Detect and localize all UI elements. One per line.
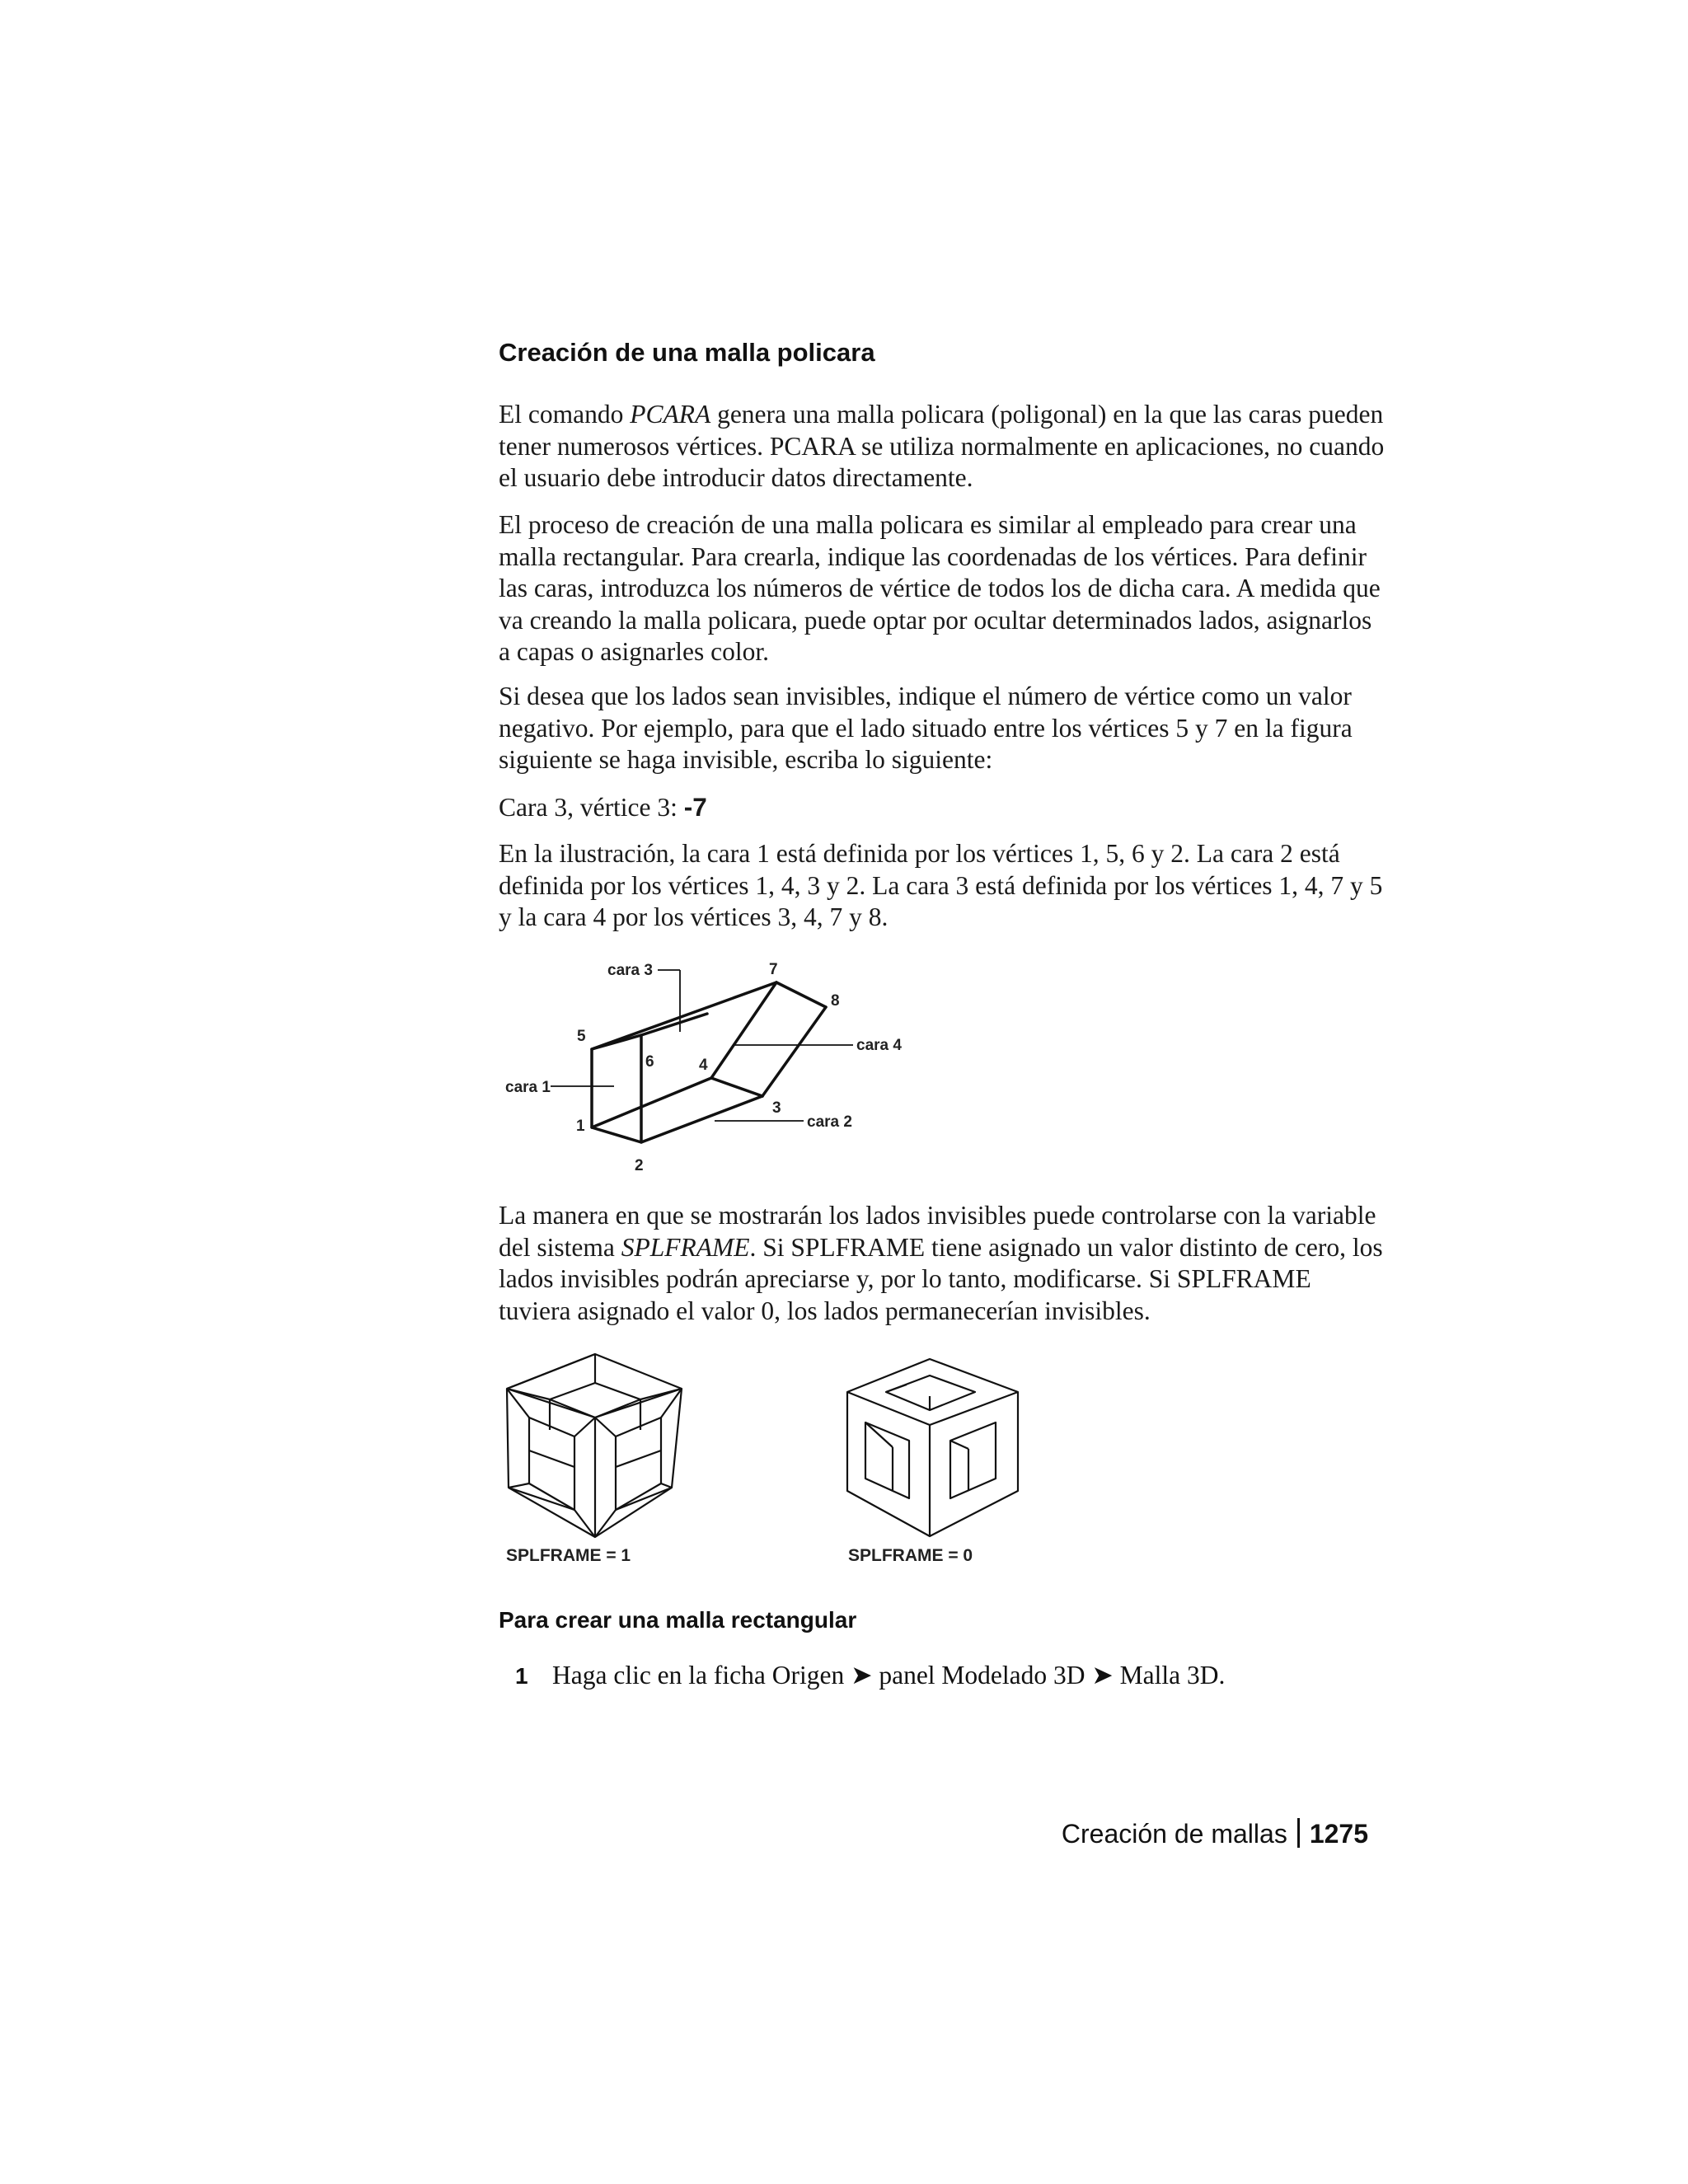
chapter-title: Creación de mallas: [1061, 1819, 1287, 1849]
edge-4-3: [711, 1078, 762, 1096]
footer-separator: [1297, 1818, 1300, 1848]
paragraph-example: [499, 791, 1389, 824]
label-cara-4: cara 4: [856, 1037, 902, 1054]
label-cara-2: cara 2: [807, 1113, 852, 1131]
example-value: -7: [683, 792, 707, 822]
label-vertex-1: 1: [576, 1118, 585, 1135]
caption-splframe-0: SPLFRAME = 0: [848, 1546, 973, 1565]
paragraph-text: genera una malla policara (poligonal) en la que las caras pueden tener numerosos vértices. PCARA se utiliza normalmente en aplicaciones, no cuando el usuario debe introducir datos directamente.: [499, 400, 1385, 492]
edge-2-3: [641, 1096, 762, 1142]
paragraph-text: El comando: [499, 400, 631, 429]
label-cara-3: cara 3: [607, 962, 653, 979]
page-number: 1275: [1309, 1819, 1368, 1849]
page-footer: [1062, 1818, 1368, 1849]
caption-splframe-1: SPLFRAME = 1: [506, 1546, 631, 1565]
paragraph-illustration: En la ilustración, la cara 1 está definida por los vértices 1, 5, 6 y 2. La cara 2 está definida por los vértices 1, 4, 3 y 2. La cara 3 está definida por los vértices 1, 4, 7 y 5 y la cara 4 por los vértices 3, 4, 7 y 8.: [499, 839, 1383, 931]
label-vertex-5: 5: [577, 1028, 586, 1045]
step-text: Haga clic en la ficha Origen ➤ panel Modelado 3D ➤ Malla 3D.: [552, 1661, 1226, 1690]
label-vertex-4: 4: [699, 1057, 708, 1074]
step-number: 1: [515, 1663, 528, 1689]
edge-4-7: [711, 982, 776, 1078]
procedure-title: Para crear una malla rectangular: [499, 1607, 857, 1633]
edge-8-3: [762, 1007, 826, 1096]
paragraph-invisible: Si desea que los lados sean invisibles, indique el número de vértice como un valor negativo. Por ejemplo, para que el lado situado entre los vértices 5 y 7 en la figura siguiente se haga invisible, escriba lo siguiente:: [499, 682, 1353, 774]
step-1: [515, 1660, 1225, 1692]
paragraph-text: . Si SPLFRAME tiene asignado un valor distinto de cero, los lados invisibles podrán apreciarse y, por lo tanto, modificarse. Si SPLFRAME tuviera asignado el valor 0, los lados permanecerían invisibles.: [499, 1232, 1383, 1325]
label-vertex-6: 6: [645, 1053, 654, 1071]
polyface-diagram: [499, 956, 927, 1179]
paragraph-text: La manera en que se mostrarán los lados invisibles puede controlarse con la variable del sistema: [499, 1201, 1376, 1262]
label-vertex-7: 7: [769, 961, 778, 978]
face-1-outline: [592, 1035, 641, 1142]
label-vertex-3: 3: [772, 1099, 781, 1117]
splframe-0-figure: [845, 1357, 1026, 1540]
section-title: Creación de una malla policara: [499, 338, 875, 367]
label-cara-1: cara 1: [505, 1079, 551, 1096]
edge-5-7: [592, 982, 776, 1049]
paragraph-pcara: [499, 399, 1389, 494]
edge-6-4: [641, 1014, 707, 1035]
command-name: PCARA: [630, 400, 711, 429]
edge-1-4: [592, 1078, 711, 1127]
variable-name: SPLFRAME: [621, 1232, 750, 1262]
example-text: Cara 3, vértice 3:: [499, 793, 684, 822]
splframe-1-figure: [504, 1352, 686, 1543]
label-vertex-2: 2: [635, 1157, 644, 1174]
edge-7-8: [776, 982, 826, 1007]
paragraph-process: El proceso de creación de una malla policara es similar al empleado para crear una malla rectangular. Para crearla, indique las coordenadas de los vértices. Para definir las caras, introduzca los números de vértice de todos los de dicha cara. A medida que va creando la malla policara, puede optar por ocultar determinados lados, asignarlos a capas o asignarles color.: [499, 510, 1381, 666]
label-vertex-8: 8: [831, 992, 840, 1010]
paragraph-splframe: [499, 1200, 1389, 1327]
